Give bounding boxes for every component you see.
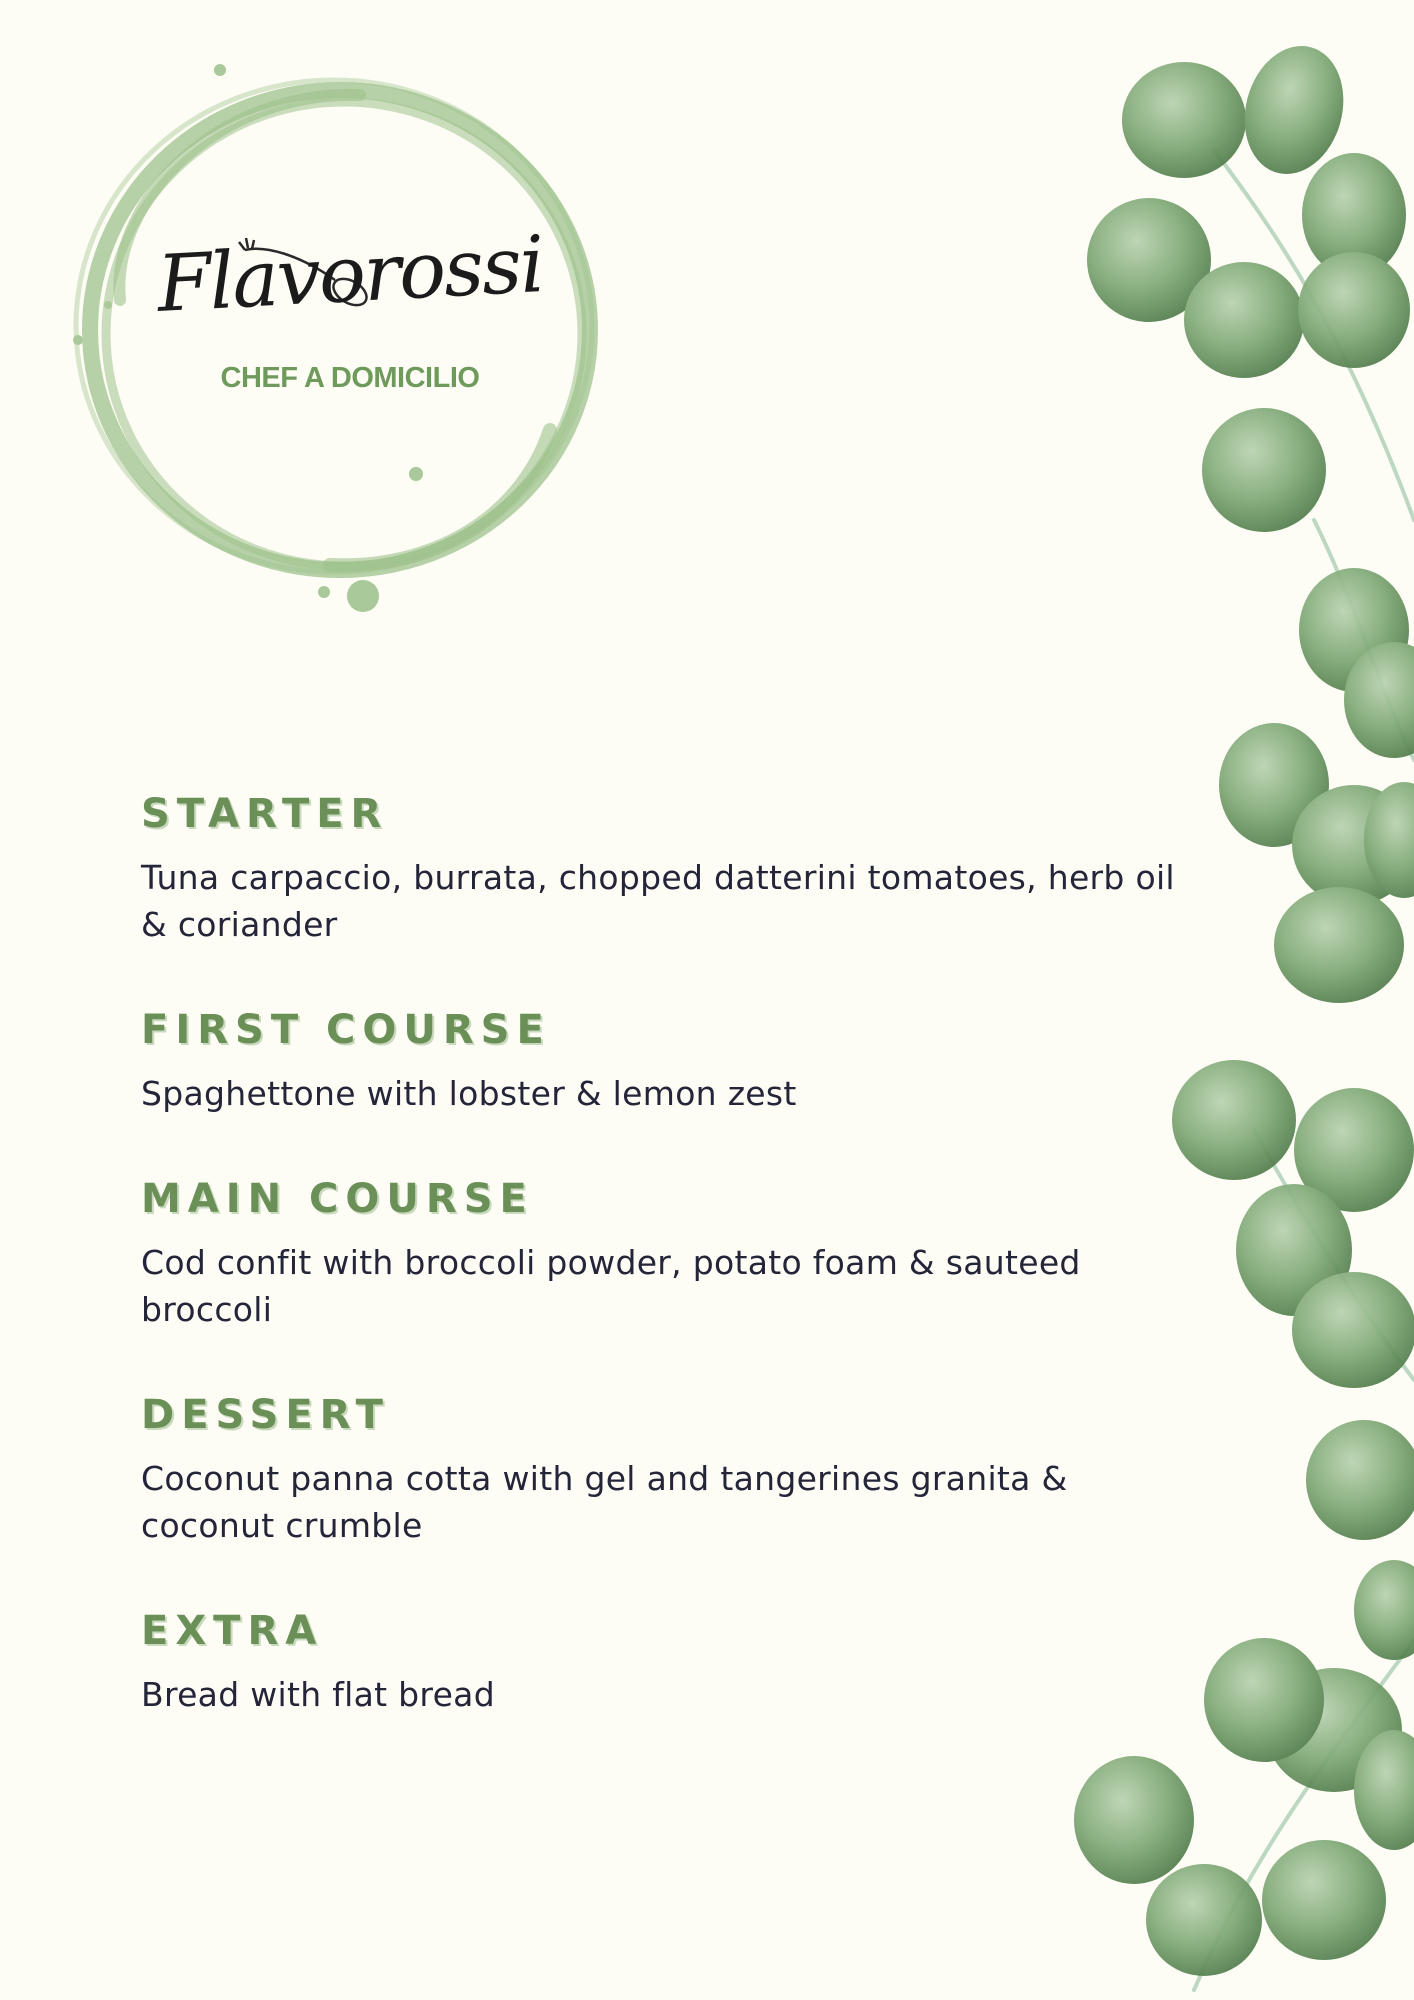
- menu-list: [141, 790, 1201, 1718]
- course-description: Coconut panna cotta with gel and tangerines granita & coconut crumble: [141, 1459, 1068, 1545]
- course-extra: [141, 1607, 1201, 1718]
- course-description: Cod confit with broccoli powder, potato foam & sauteed broccoli: [141, 1243, 1081, 1329]
- brand-logo: [50, 50, 630, 630]
- course-description: Bread with flat bread: [141, 1675, 495, 1714]
- brand-name: Flavorossi: [154, 219, 546, 331]
- course-title: STARTER: [141, 791, 389, 837]
- course-description: Tuna carpaccio, burrata, chopped datterini tomatoes, herb oil & coriander: [141, 858, 1175, 944]
- course-description: Spaghettone with lobster & lemon zest: [141, 1074, 797, 1113]
- course-starter: [141, 790, 1201, 948]
- course-first: [141, 1006, 1201, 1117]
- course-dessert: [141, 1391, 1201, 1549]
- brand-subtitle: CHEF A DOMICILIO: [220, 362, 480, 394]
- course-title: FIRST COURSE: [141, 1007, 551, 1053]
- course-title: MAIN COURSE: [141, 1176, 534, 1222]
- course-main: [141, 1175, 1201, 1333]
- logo-ring-icon: [50, 50, 630, 630]
- course-title: DESSERT: [141, 1392, 390, 1438]
- course-title: EXTRA: [141, 1608, 324, 1654]
